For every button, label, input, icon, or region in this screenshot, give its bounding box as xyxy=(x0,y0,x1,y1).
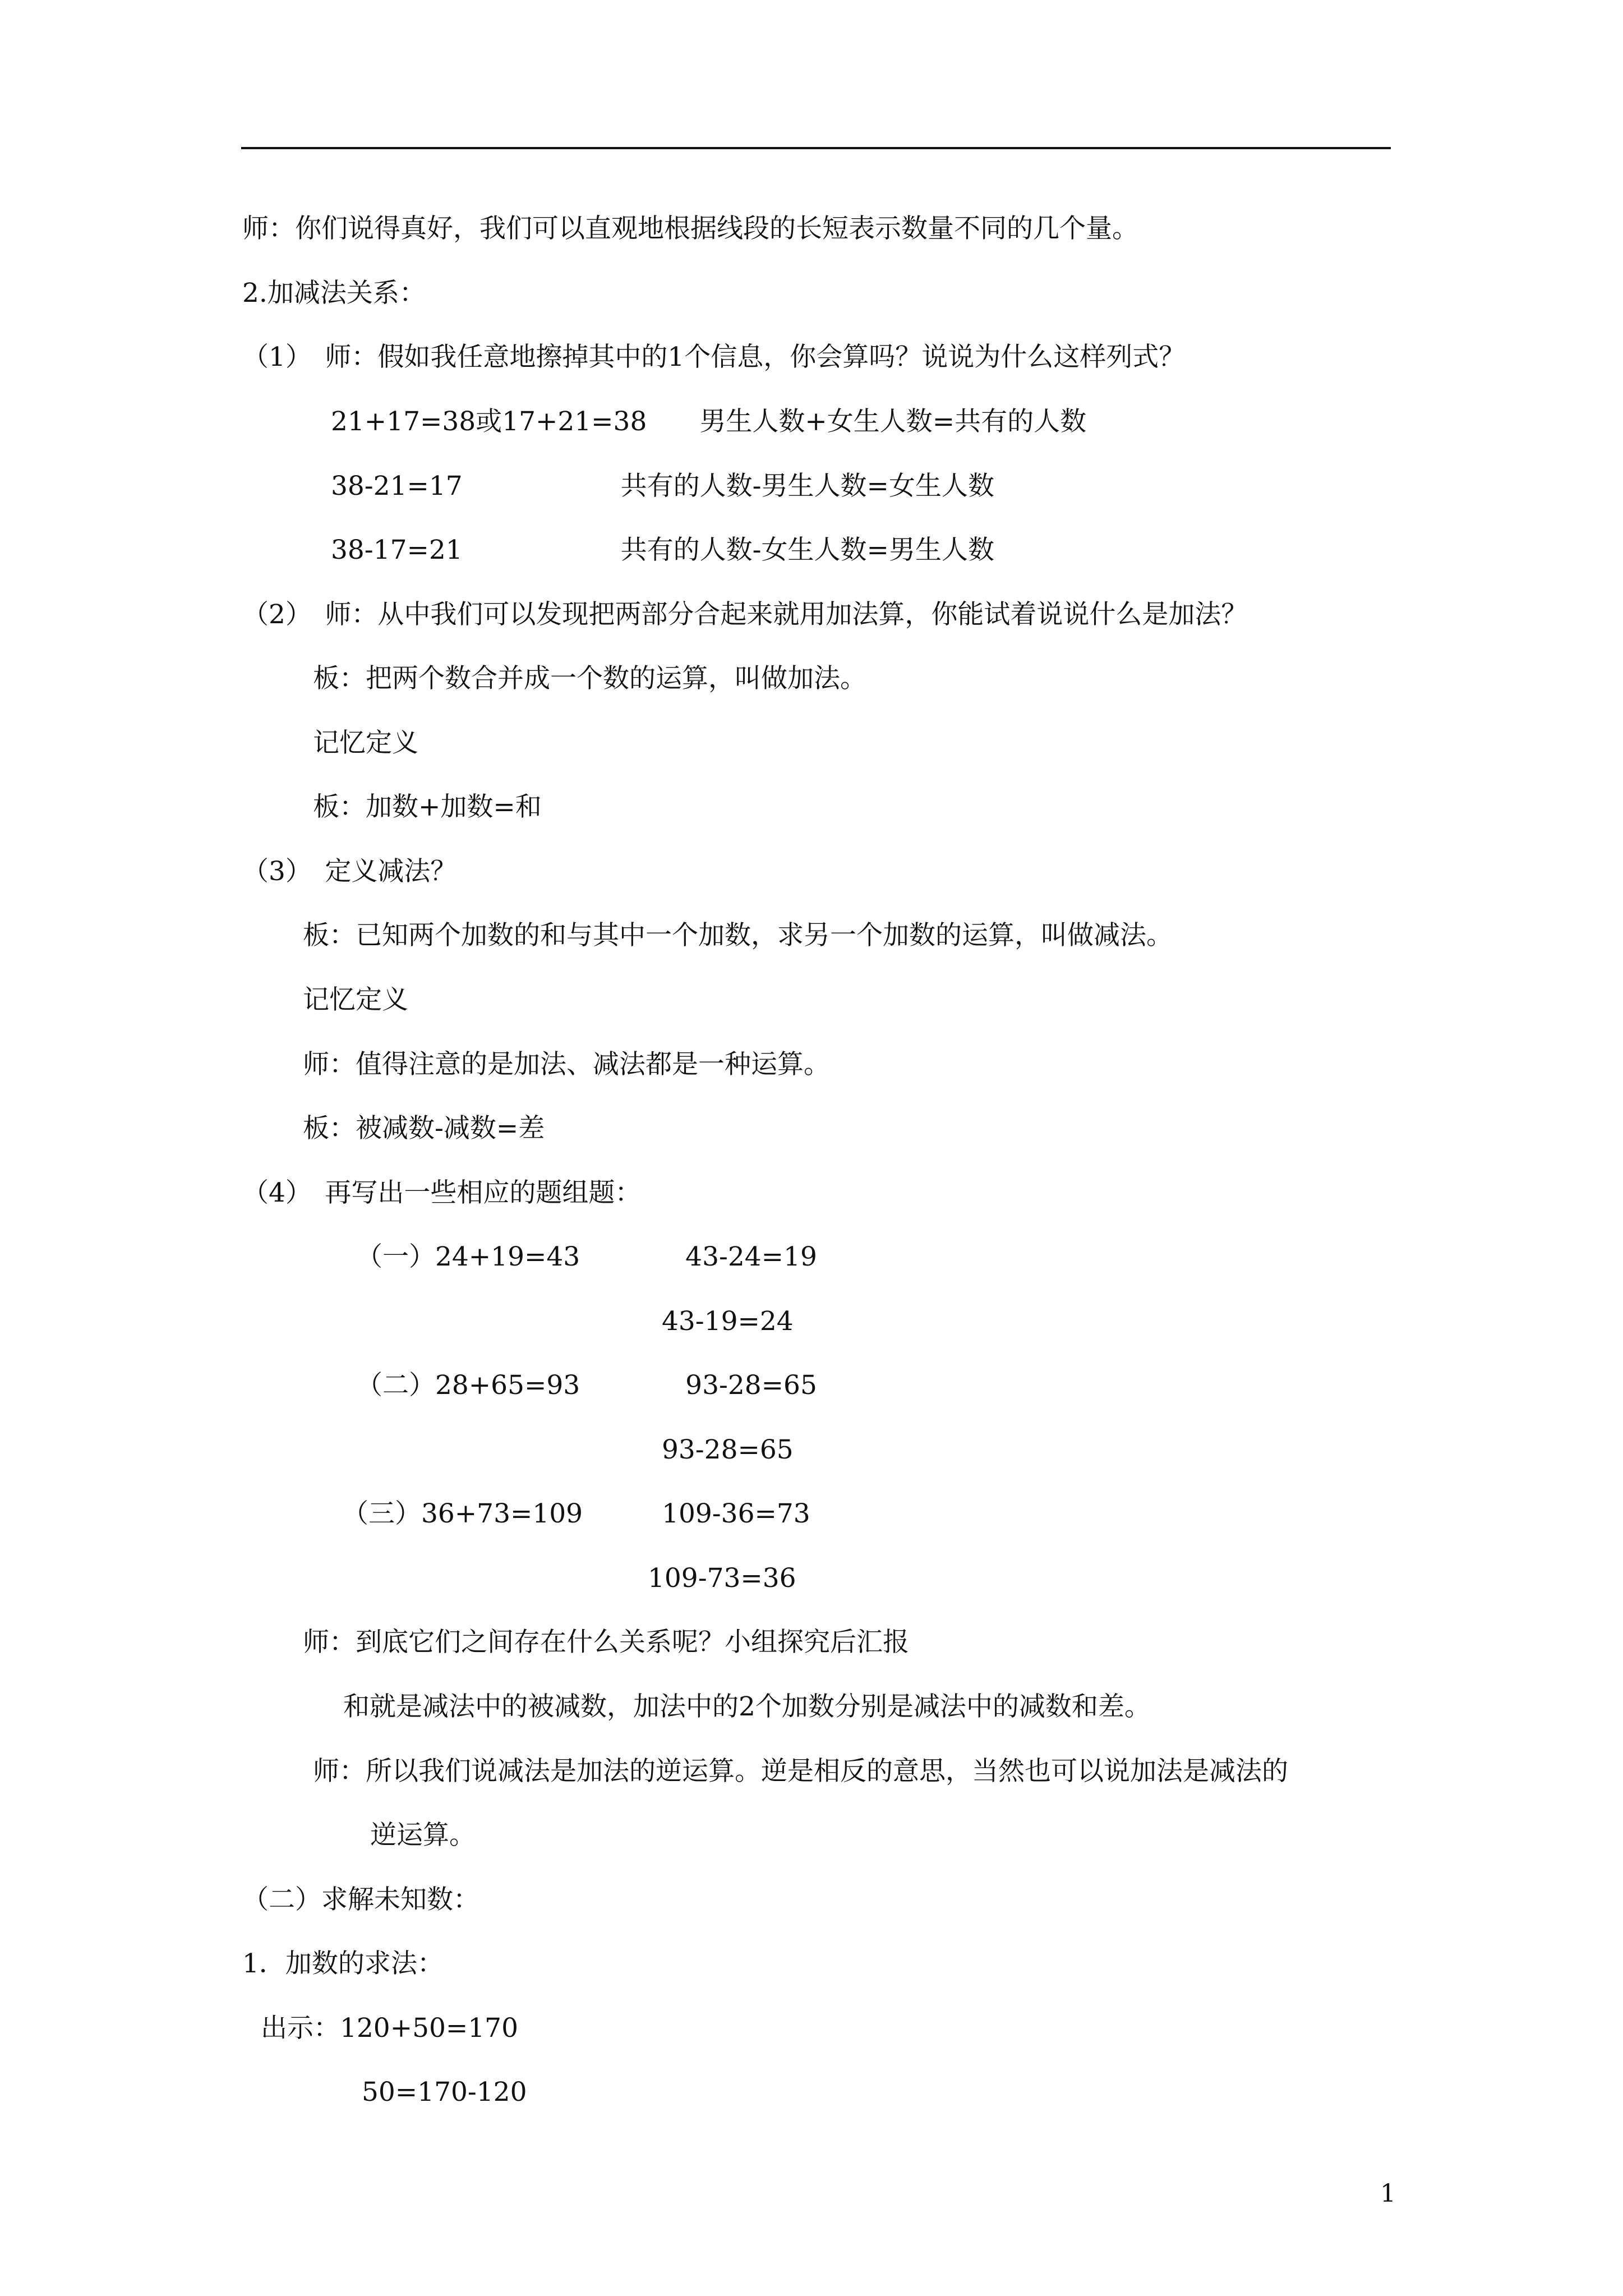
line-29: 出示：120+50=170 xyxy=(261,2013,518,2044)
line-2: 2.加减法关系： xyxy=(242,278,426,309)
line-28: 1．加数的求法： xyxy=(242,1948,444,1979)
line-21: （三）36+73=109 109-36=73 xyxy=(342,1498,810,1529)
line-25: 师：所以我们说减法是加法的逆运算。逆是相反的意思，当然也可以说加法是减法的 xyxy=(313,1756,1288,1787)
line-24: 和就是减法中的被减数，加法中的2个加数分别是减法中的减数和差。 xyxy=(343,1691,1151,1722)
line-23: 师：到底它们之间存在什么关系呢？小组探究后汇报 xyxy=(303,1627,909,1658)
line-19: （二）28+65=93 93-28=65 xyxy=(356,1370,817,1401)
line-13: 记忆定义 xyxy=(303,984,408,1015)
line-12: 板：已知两个加数的和与其中一个加数，求另一个加数的运算，叫做减法。 xyxy=(303,920,1173,951)
line-5: 38-21=17 共有的人数-男生人数=女生人数 xyxy=(331,471,994,501)
line-20: 93-28=65 xyxy=(662,1434,794,1465)
line-15: 板：被减数-减数=差 xyxy=(303,1113,545,1144)
line-26: 逆运算。 xyxy=(370,1820,476,1851)
line-18: 43-19=24 xyxy=(662,1306,794,1337)
line-30: 50=170-120 xyxy=(362,2077,527,2108)
line-10: 板：加数+加数=和 xyxy=(313,792,542,822)
line-14: 师：值得注意的是加法、减法都是一种运算。 xyxy=(303,1049,830,1080)
line-8: 板：把两个数合并成一个数的运算，叫做加法。 xyxy=(313,663,866,694)
line-1: 师：你们说得真好，我们可以直观地根据线段的长短表示数量不同的几个量。 xyxy=(242,213,1138,244)
line-17: （一）24+19=43 43-24=19 xyxy=(356,1241,817,1272)
line-9: 记忆定义 xyxy=(313,728,418,758)
line-3: （1） 师：假如我任意地擦掉其中的1个信息，你会算吗？说说为什么这样列式？ xyxy=(242,342,1186,372)
line-11: （3） 定义减法？ xyxy=(242,856,457,887)
line-6: 38-17=21 共有的人数-女生人数=男生人数 xyxy=(331,535,994,565)
page-number: 1 xyxy=(1380,2179,1396,2208)
line-27: （二）求解未知数： xyxy=(242,1884,479,1915)
line-7: （2） 师：从中我们可以发现把两部分合起来就用加法算，你能试着说说什么是加法？ xyxy=(242,599,1248,630)
line-16: （4） 再写出一些相应的题组题： xyxy=(242,1177,642,1208)
line-22: 109-73=36 xyxy=(648,1563,796,1594)
header-rule xyxy=(241,147,1391,149)
line-4: 21+17=38或17+21=38 男生人数+女生人数=共有的人数 xyxy=(331,406,1087,437)
